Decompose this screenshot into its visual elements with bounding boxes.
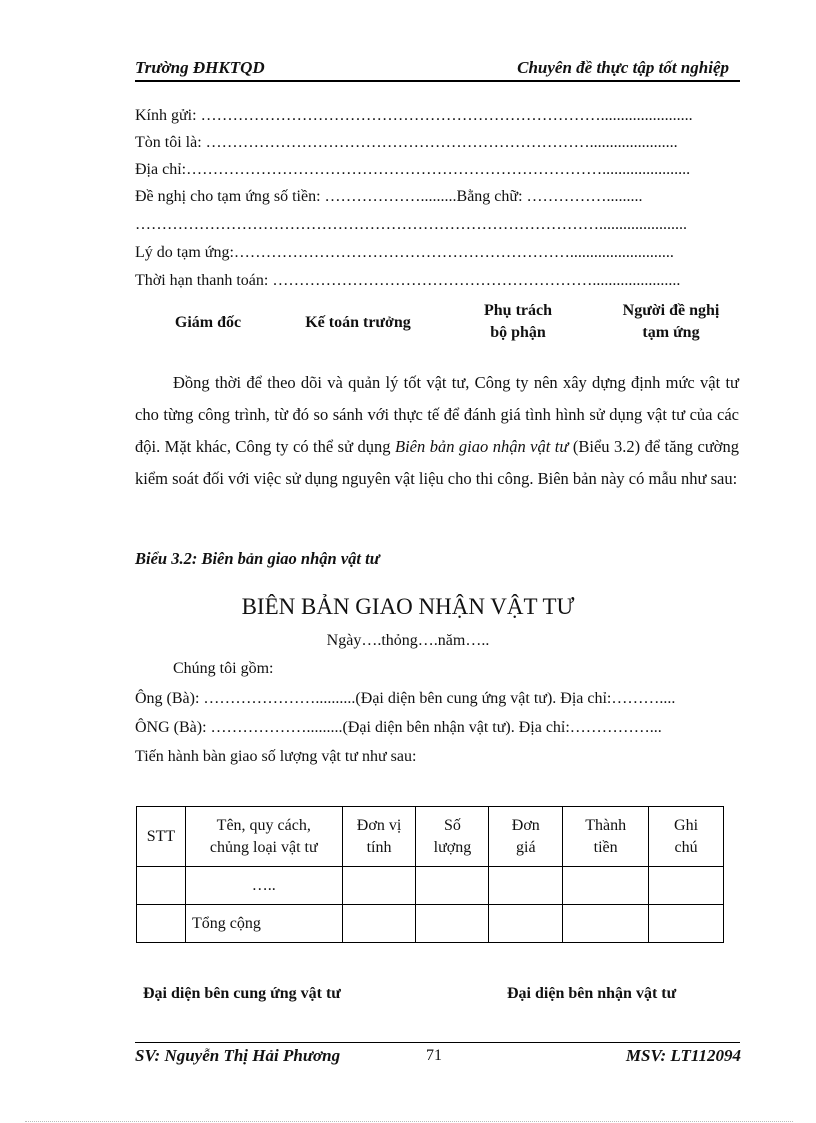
table-cell	[137, 867, 186, 905]
col-header-quantity: Số lượng	[416, 807, 489, 867]
footer-student: SV: Nguyễn Thị Hải Phương	[135, 1046, 341, 1065]
col-header-amount: Thành tiền	[563, 807, 649, 867]
table-row	[137, 867, 724, 905]
intro-line: Chúng tôi gồm:	[173, 660, 274, 677]
signature-receiver-rep: Đại diện bên nhận vật tư	[507, 985, 677, 1002]
form-line-reason: Lý do tạm ứng:………………………………………………………..........................	[135, 244, 674, 261]
date-line: Ngày….thỏng….năm…..	[326, 632, 490, 649]
col-header-note: Ghi chú	[649, 807, 724, 867]
header-report-title: Chuyên đề thực tập tốt nghiệp	[517, 58, 729, 77]
table-cell	[342, 905, 416, 943]
header-rule	[135, 80, 740, 82]
col-header-unit: Đơn vị tính	[342, 807, 416, 867]
table-cell-total-label: Tổng cộng	[185, 905, 342, 943]
table-header-row	[137, 807, 724, 867]
header-school: Trường ĐHKTQD	[135, 58, 265, 77]
signature-supplier-rep: Đại diện bên cung ứng vật tư	[143, 985, 341, 1002]
paragraph-text-1: Đồng thời để theo dõi và quản lý tốt vật tư, Công ty nên xây dựng định mức vật tư cho từng công trình, từ đó so sánh với thực tế để đánh giá tình hình sử dụng vật tư của các đội. Mặt khác, Công ty có thể sử dụng	[135, 373, 739, 456]
table-cell	[416, 905, 489, 943]
col-header-unit-price: Đơn giá	[489, 807, 563, 867]
footer-rule	[135, 1042, 740, 1043]
materials-table	[136, 806, 724, 943]
form-line-deadline: Thời hạn thanh toán: ……………………………………………………......................	[135, 272, 681, 289]
receiver-line: ÔNG (Bà): ……………….........(Đại diện bên nhận vật tư). Địa chỉ:……………...	[135, 719, 662, 736]
supplier-line: Ông (Bà): …………………..........(Đại diện bên cung ứng vật tư). Địa chỉ:………....	[135, 690, 676, 707]
form-line-recipient: Kính gửi: ………………………………………………………………….......................	[135, 107, 693, 124]
paragraph-italic-title: Biên bản giao nhận vật tư	[394, 437, 569, 456]
handover-line: Tiến hành bàn giao số lượng vật tư như sau:	[135, 748, 417, 765]
table-cell	[489, 905, 563, 943]
table-caption: Biểu 3.2: Biên bản giao nhận vật tư	[135, 549, 380, 568]
form-line-amount-cont: ……………………………………………………………………………......................	[135, 216, 687, 233]
col-header-stt: STT	[137, 807, 186, 867]
page-number: 71	[426, 1047, 442, 1064]
form-line-address: Địa chỉ:……………………………………………………………………......................	[135, 161, 691, 178]
body-paragraph	[135, 367, 739, 495]
table-cell	[649, 905, 724, 943]
table-cell	[649, 867, 724, 905]
table-cell	[563, 867, 649, 905]
table-cell	[416, 867, 489, 905]
footer-student-id: MSV: LT112094	[625, 1046, 741, 1065]
signature-director: Giám đốc	[174, 314, 242, 331]
signature-chief-accountant: Kế toán trưởng	[305, 314, 411, 331]
table-cell	[137, 905, 186, 943]
table-cell	[489, 867, 563, 905]
signature-department-head: Phụ trách bộ phận	[484, 302, 552, 341]
table-row-total	[137, 905, 724, 943]
page-bottom-border	[25, 1121, 793, 1122]
form-line-amount: Đề nghị cho tạm ứng số tiền: ……………….........Bằng chữ: …………….........	[135, 188, 643, 205]
col-header-name: Tên, quy cách, chủng loại vật tư	[185, 807, 342, 867]
form-line-name: Tòn tôi là: ………………………………………………………………......................	[135, 134, 678, 151]
paragraph-text-2: (Biểu 3.2) để tăng cường kiểm soát đối với việc sử dụng nguyên vật liệu cho thi công. Biên bản này có mẫu như sau:	[135, 437, 740, 488]
table-cell: …..	[185, 867, 342, 905]
form-title: BIÊN BẢN GIAO NHẬN VẬT TƯ	[241, 594, 575, 619]
table-cell	[563, 905, 649, 943]
table-cell	[342, 867, 416, 905]
signature-requester: Người đề nghị tạm ứng	[622, 302, 720, 341]
